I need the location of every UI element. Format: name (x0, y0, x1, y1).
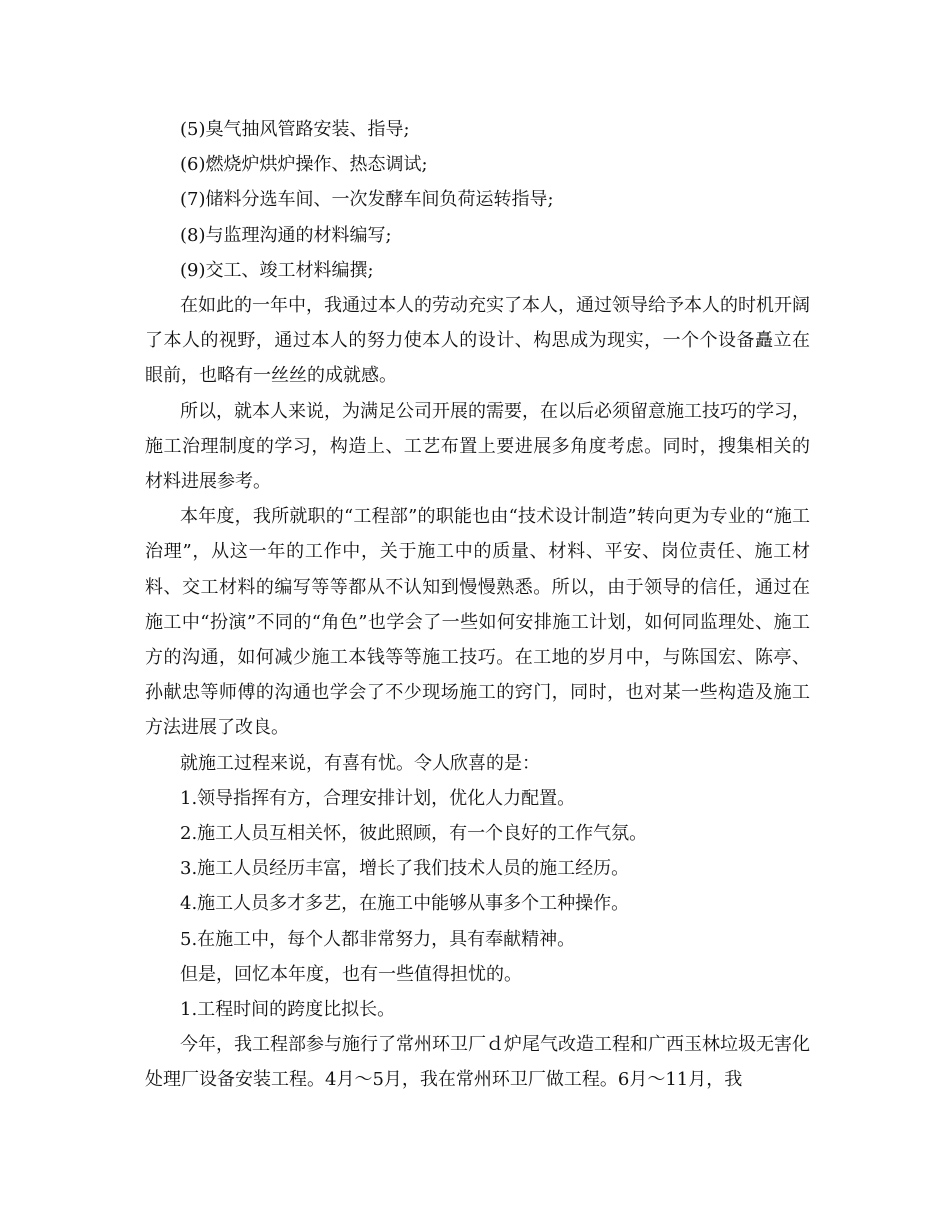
good-point-item: 1.领导指挥有方，合理安排计划，优化人力配置。 (180, 787, 576, 809)
paragraph-reflection: 在如此的一年中，我通过本人的劳动充实了本人，通过领导给予本人的时机开阔了本人的视野，通过本人的努力使本人的设计、构思成为现实，一个个设备矗立在眼前，也略有一丝丝的成就感。 (145, 295, 810, 387)
paragraph-intro-good: 就施工过程来说，有喜有忧。令人欣喜的是： (180, 752, 540, 774)
paragraph-department-role: 本年度，我所就职的“工程部”的职能也由“技术设计制造”转向更为专业的“施工治理”，从这一年的工作中，关于施工中的质量、材料、平安、岗位责任、施工材料、交工材料的编写等等都从不认知到慢慢熟悉。所以，由于领导的信任，通过在施工中“扮演”不同的“角色”也学会了一些如何安排施工计划，如何同监理处、施工方的沟通，如何减少施工本钱等等施工技巧。在工地的岁月中，与陈国宏、陈亭、孙献忠等师傅的沟通也学会了不少现场施工的窍门，同时，也对某一些构造及施工方法进展了改良。 (145, 506, 810, 739)
list-item: (5)臭气抽风管路安装、指导; (180, 119, 410, 140)
good-point-item: 3.施工人员经历丰富，增长了我们技术人员的施工经历。 (180, 858, 630, 880)
list-item: (6)燃烧炉烘炉操作、热态调试; (180, 154, 428, 176)
paragraph-future-plans: 所以，就本人来说，为满足公司开展的需要，在以后必须留意施工技巧的学习，施工治理制度的学习，构造上、工艺布置上要进展多角度考虑。同时，搜集相关的材料进展参考。 (145, 400, 810, 493)
good-point-item: 5.在施工中，每个人都非常努力，具有奉献精神。 (180, 928, 576, 950)
concern-item: 1.工程时间的跨度比拟长。 (180, 999, 396, 1021)
list-item: (8)与监理沟通的材料编写; (180, 224, 392, 246)
good-point-item: 4.施工人员多才多艺，在施工中能够从事多个工种操作。 (180, 893, 630, 915)
list-item: (9)交工、竣工材料编撰; (180, 259, 374, 281)
good-point-item: 2.施工人员互相关怀，彼此照顾，有一个良好的工作气氛。 (180, 823, 648, 845)
list-item: (7)储料分选车间、一次发酵车间负荷运转指导; (180, 189, 554, 211)
paragraph-projects: 今年，我工程部参与施行了常州环卫厂ｄ炉尾气改造工程和广西玉林垃圾无害化处理厂设备安装工程。4月～5月，我在常州环卫厂做工程。6月～11月，我 (145, 1034, 810, 1091)
paragraph-intro-concerns: 但是，回忆本年度，也有一些值得担忧的。 (180, 963, 522, 985)
document-body (145, 112, 810, 1098)
